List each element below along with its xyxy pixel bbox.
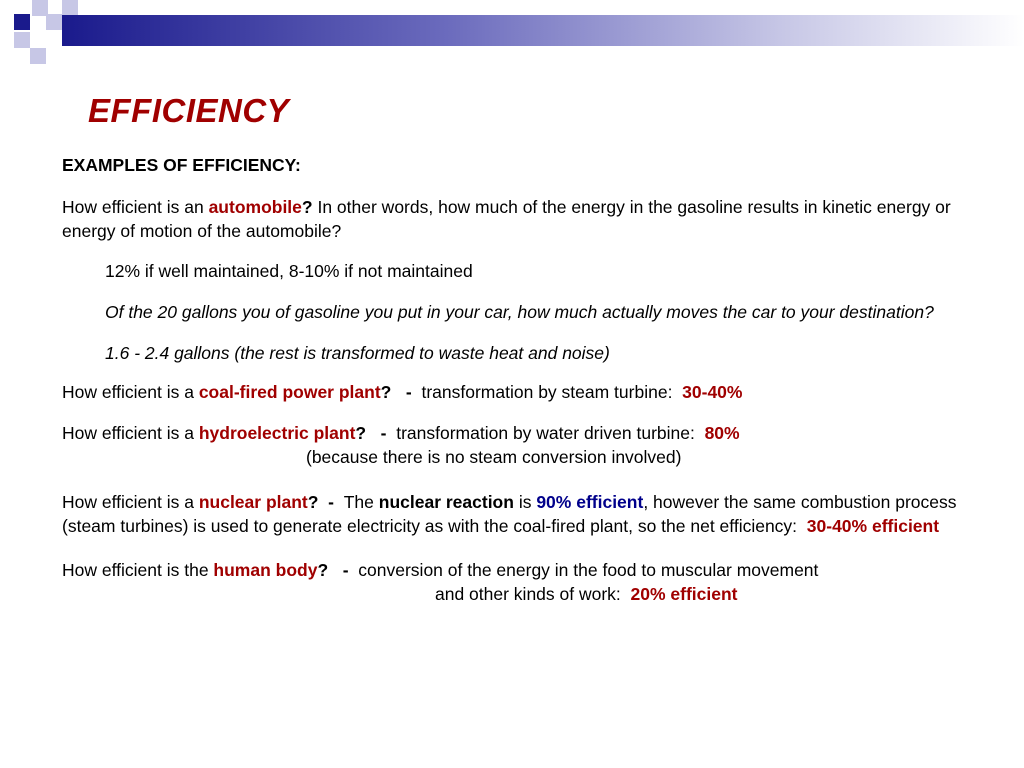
text: The <box>343 492 379 512</box>
deco-square <box>14 32 30 48</box>
automobile-question <box>62 300 967 324</box>
keyword: automobile <box>208 197 302 217</box>
keyword: nuclear reaction <box>378 492 514 512</box>
value: 30-40% efficient <box>806 516 940 536</box>
value: 90% efficient <box>536 492 644 512</box>
text: ? - <box>355 423 397 443</box>
text: How efficient is an <box>62 197 209 217</box>
heading-text: EXAMPLES OF EFFICIENCY: <box>62 155 301 175</box>
deco-square <box>14 14 30 30</box>
text: How efficient is a <box>62 382 199 402</box>
human-continuation <box>62 582 967 606</box>
section-heading <box>62 153 967 177</box>
text: In other words, how much of the energy in the gasoline results in kinetic energy or energy of motion of the automobile? <box>62 197 951 241</box>
text: and other kinds of work: <box>435 584 631 604</box>
text: ? - <box>307 492 344 512</box>
value: 80% <box>704 423 740 443</box>
hydro-paragraph <box>62 421 967 445</box>
keyword: nuclear plant <box>198 492 308 512</box>
value: 20% efficient <box>630 584 738 604</box>
text: How efficient is the <box>62 560 214 580</box>
text: ? - <box>380 382 422 402</box>
deco-square <box>46 14 62 30</box>
human-paragraph <box>62 558 967 582</box>
slide-content <box>62 153 967 606</box>
text: 12% if well maintained, 8-10% if not maintained <box>105 261 473 281</box>
value: 30-40% <box>682 382 743 402</box>
header-bar <box>62 15 1024 46</box>
keyword: hydroelectric plant <box>198 423 356 443</box>
coal-paragraph <box>62 380 967 404</box>
automobile-stat <box>62 259 967 283</box>
nuclear-paragraph <box>62 490 967 538</box>
text: 1.6 - 2.4 gallons (the rest is transformed to waste heat and noise) <box>105 343 610 363</box>
text: ? - <box>317 560 359 580</box>
text: (because there is no steam conversion involved) <box>306 447 682 467</box>
slide-title: EFFICIENCY <box>88 92 290 129</box>
text: How efficient is a <box>62 492 199 512</box>
text: ? <box>301 197 313 217</box>
text: transformation by water driven turbine: <box>396 423 705 443</box>
deco-square <box>30 48 46 64</box>
text: is <box>513 492 537 512</box>
text: conversion of the energy in the food to muscular movement <box>358 560 819 580</box>
hydro-note <box>62 445 967 469</box>
automobile-answer <box>62 341 967 365</box>
text: How efficient is a <box>62 423 199 443</box>
deco-square <box>62 0 78 16</box>
text: transformation by steam turbine: <box>421 382 683 402</box>
keyword: coal-fired power plant <box>198 382 381 402</box>
keyword: human body <box>213 560 318 580</box>
text: Of the 20 gallons you of gasoline you put in your car, how much actually moves the car to your destination? <box>105 302 934 322</box>
automobile-paragraph <box>62 195 967 243</box>
text: , however the same combustion process (steam turbines) is used to generate electricity as with the coal-fired plant, so the net efficiency: <box>62 492 962 536</box>
